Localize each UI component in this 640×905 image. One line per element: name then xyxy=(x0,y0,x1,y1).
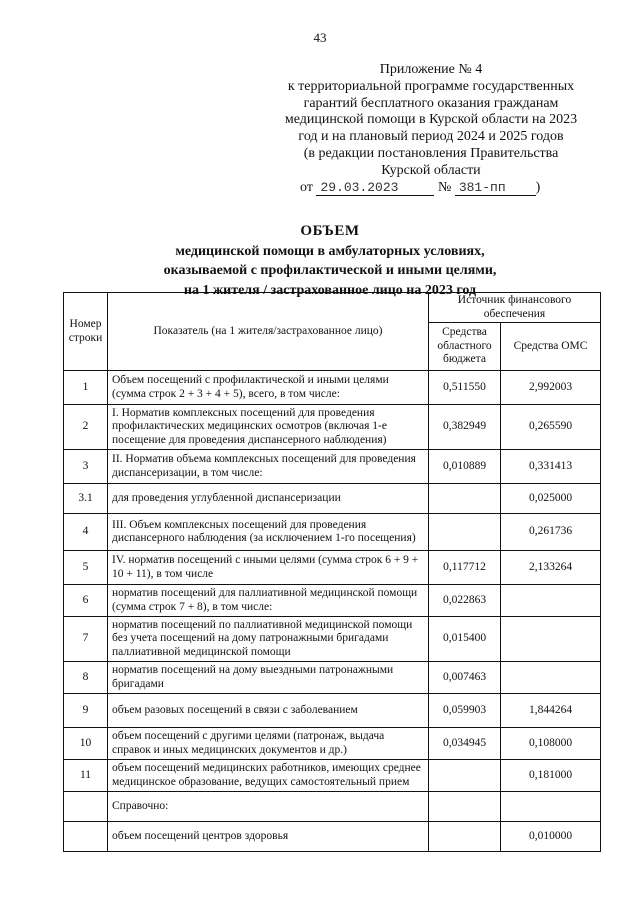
header-indicator: Показатель (на 1 жителя/застрахованное лицо) xyxy=(108,293,429,371)
header-line: гарантий бесплатного оказания гражданам xyxy=(303,95,559,111)
row-regional-value xyxy=(429,822,501,852)
row-indicator: IV. норматив посещений с иными целями (сумма строк 6 + 9 + 10 + 11), в том числе xyxy=(108,551,429,585)
table-row xyxy=(64,450,601,484)
table-row xyxy=(64,792,601,822)
row-oms-value: 0,108000 xyxy=(501,728,601,760)
row-indicator: I. Норматив комплексных посещений для проведения профилактических медицинских осмотров (включая 1-е посещение для проведения диспансерного наблюдения) xyxy=(108,405,429,450)
row-number: 9 xyxy=(64,694,108,728)
row-oms-value: 0,010000 xyxy=(501,822,601,852)
row-oms-value xyxy=(501,792,601,822)
row-number: 11 xyxy=(64,760,108,792)
decree-number: 381-пп xyxy=(455,180,536,196)
row-regional-value: 0,015400 xyxy=(429,617,501,662)
row-oms-value: 2,133264 xyxy=(501,551,601,585)
header-line: Приложение № 4 xyxy=(379,62,483,77)
row-number xyxy=(64,792,108,822)
row-indicator: норматив посещений по паллиативной медицинской помощи без учета посещений на дому патронажными бригадами паллиативной медицинской помощи xyxy=(108,617,429,662)
row-indicator: объем посещений с другими целями (патронаж, выдача справок и иных медицинских документов и др.) xyxy=(108,728,429,760)
row-oms-value xyxy=(501,585,601,617)
row-regional-value: 0,007463 xyxy=(429,662,501,694)
page-number: 43 xyxy=(313,30,327,45)
row-indicator: объем посещений медицинских работников, имеющих среднее медицинское образование, ведущих самостоятельный прием xyxy=(108,760,429,792)
header-line: (в редакции постановления Правительства xyxy=(303,145,559,161)
row-regional-value: 0,022863 xyxy=(429,585,501,617)
row-oms-value: 0,261736 xyxy=(501,514,601,551)
table-row xyxy=(64,728,601,760)
title-line: медицинской помощи в амбулаторных условиях, xyxy=(175,243,485,259)
row-regional-value xyxy=(429,514,501,551)
row-regional-value: 0,034945 xyxy=(429,728,501,760)
row-oms-value: 0,265590 xyxy=(501,405,601,450)
table-row xyxy=(64,514,601,551)
row-oms-value: 2,992003 xyxy=(501,371,601,405)
decree-from-label: от xyxy=(300,180,313,195)
row-indicator: III. Объем комплексных посещений для проведения диспансерного наблюдения (за исключением 1-го посещения) xyxy=(108,514,429,551)
decree-date: 29.03.2023 xyxy=(316,180,434,196)
row-number: 8 xyxy=(64,662,108,694)
title-main: ОБЪЕМ xyxy=(300,223,360,239)
volume-table xyxy=(63,292,601,852)
row-number: 3.1 xyxy=(64,484,108,514)
row-indicator: Объем посещений с профилактической и иными целями (сумма строк 2 + 3 + 4 + 5), всего, в том числе: xyxy=(108,371,429,405)
row-regional-value xyxy=(429,484,501,514)
table-row xyxy=(64,617,601,662)
header-line: год и на плановый период 2024 и 2025 годов xyxy=(298,129,564,145)
row-oms-value: 0,331413 xyxy=(501,450,601,484)
row-number: 6 xyxy=(64,585,108,617)
row-indicator: Справочно: xyxy=(108,792,429,822)
row-indicator: объем посещений центров здоровья xyxy=(108,822,429,852)
title-line: оказываемой с профилактической и иными целями, xyxy=(163,263,497,278)
row-regional-value: 0,382949 xyxy=(429,405,501,450)
decree-number-label: № xyxy=(437,180,452,195)
row-indicator: объем разовых посещений в связи с заболеванием xyxy=(108,694,429,728)
table-row xyxy=(64,822,601,852)
document-title xyxy=(60,222,600,300)
row-number: 7 xyxy=(64,617,108,662)
row-number: 5 xyxy=(64,551,108,585)
row-regional-value xyxy=(429,760,501,792)
row-number xyxy=(64,822,108,852)
decree-close: ) xyxy=(535,180,541,195)
table-row xyxy=(64,694,601,728)
row-oms-value: 1,844264 xyxy=(501,694,601,728)
table-row xyxy=(64,760,601,792)
row-regional-value: 0,059903 xyxy=(429,694,501,728)
row-indicator: норматив посещений для паллиативной медицинской помощи (сумма строк 7 + 8), в том числе: xyxy=(108,585,429,617)
header-line: медицинской помощи в Курской области на 2023 xyxy=(284,112,578,128)
row-indicator: для проведения углубленной диспансеризации xyxy=(108,484,429,514)
appendix-header xyxy=(266,62,596,180)
row-oms-value xyxy=(501,617,601,662)
row-number: 1 xyxy=(64,371,108,405)
row-number: 2 xyxy=(64,405,108,450)
row-number: 10 xyxy=(64,728,108,760)
header-line: к территориальной программе государственных xyxy=(287,78,575,94)
header-row-number: Номер строки xyxy=(64,293,108,371)
row-oms-value: 0,181000 xyxy=(501,760,601,792)
table-row xyxy=(64,371,601,405)
header-oms: Средства ОМС xyxy=(501,323,601,371)
row-regional-value: 0,511550 xyxy=(429,371,501,405)
title-line: на 1 жителя / застрахованное лицо на 2023 год xyxy=(183,282,477,298)
row-regional-value xyxy=(429,792,501,822)
header-regional-budget: Средства областного бюджета xyxy=(429,323,501,371)
decree-line xyxy=(300,180,600,196)
header-line: Курской области xyxy=(381,162,481,178)
table-row xyxy=(64,405,601,450)
row-regional-value: 0,010889 xyxy=(429,450,501,484)
table-row xyxy=(64,585,601,617)
header-source: Источник финансового обеспечения xyxy=(429,293,601,323)
table-row xyxy=(64,551,601,585)
table-row xyxy=(64,484,601,514)
row-indicator: II. Норматив объема комплексных посещений для проведения диспансеризации, в том числе: xyxy=(108,450,429,484)
row-oms-value xyxy=(501,662,601,694)
row-indicator: норматив посещений на дому выездными патронажными бригадами xyxy=(108,662,429,694)
row-oms-value: 0,025000 xyxy=(501,484,601,514)
row-number: 3 xyxy=(64,450,108,484)
table-row xyxy=(64,662,601,694)
row-number: 4 xyxy=(64,514,108,551)
row-regional-value: 0,117712 xyxy=(429,551,501,585)
